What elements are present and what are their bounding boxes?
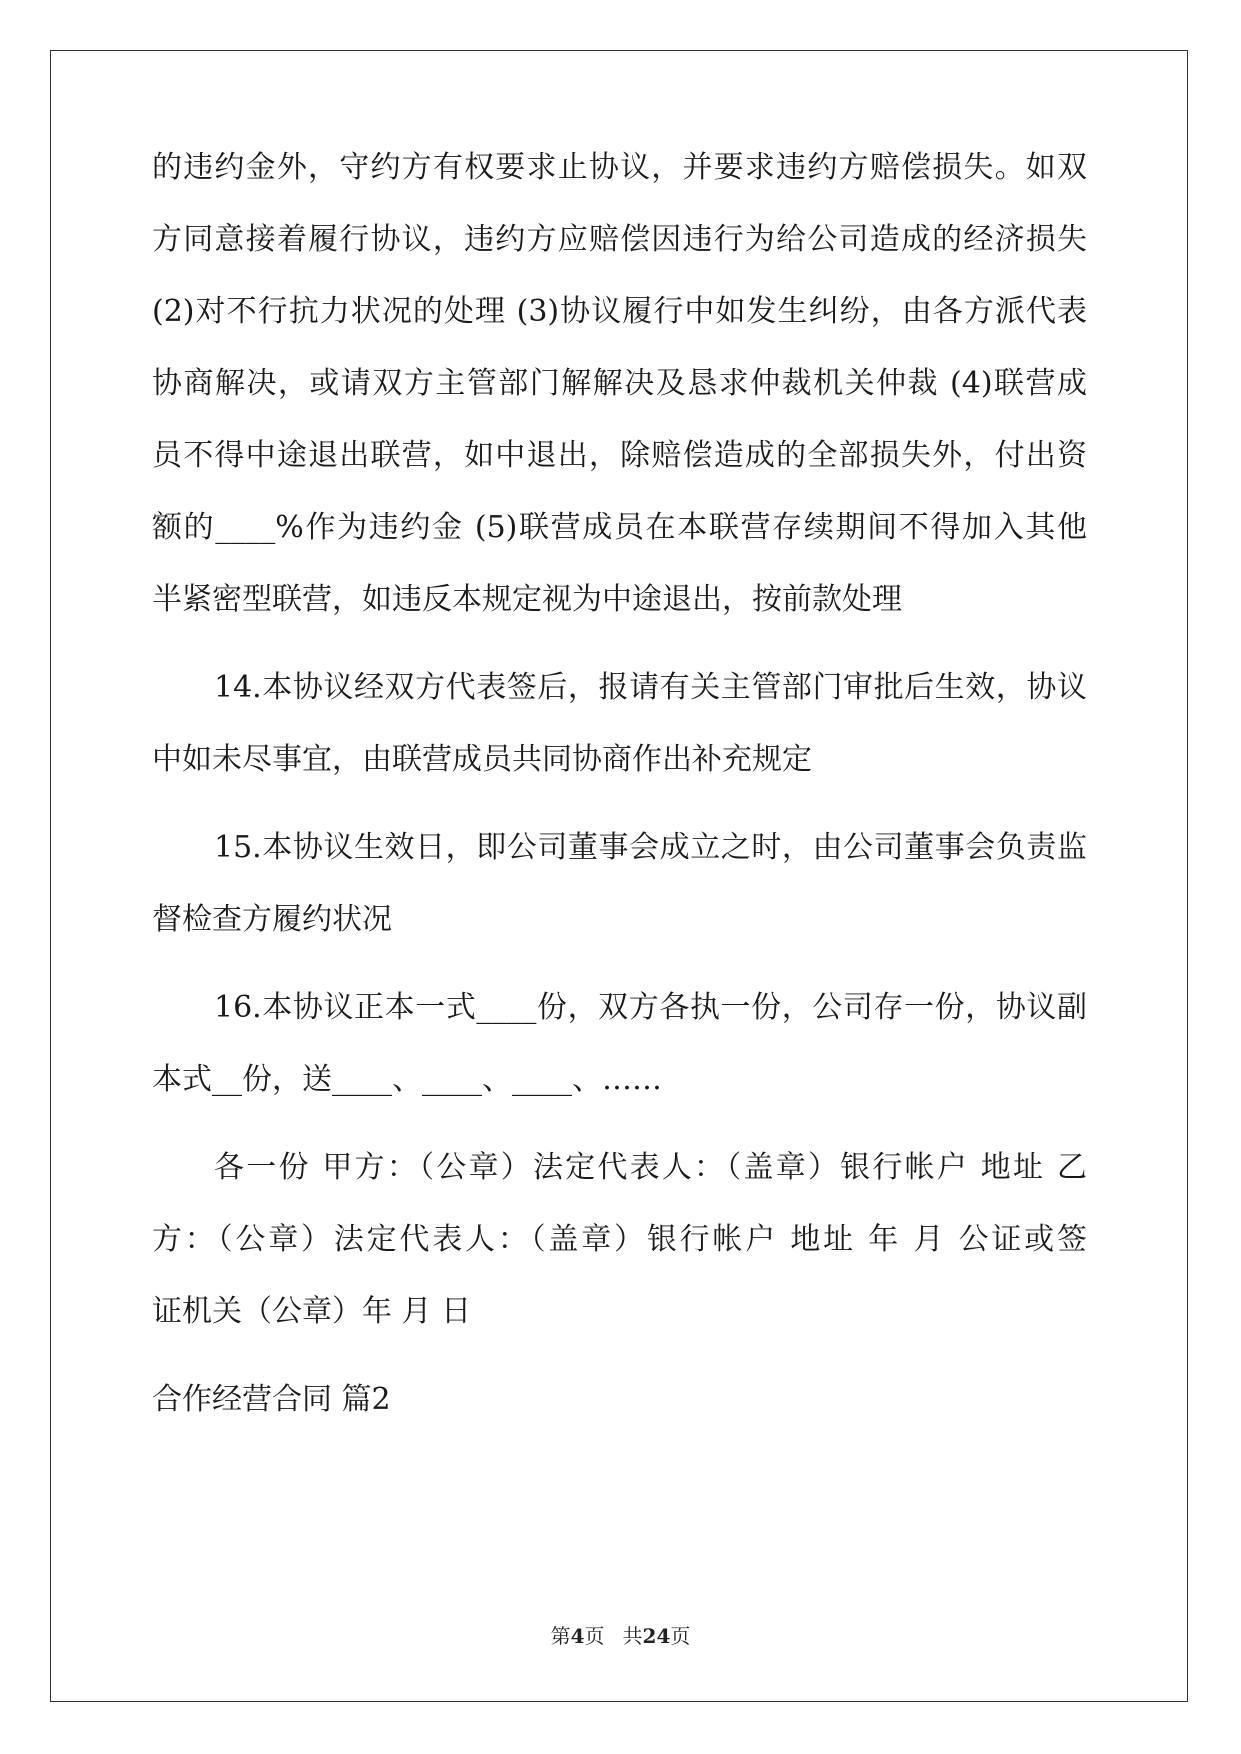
page-number: 4 <box>570 1624 585 1648</box>
total-pages: 24 <box>642 1624 671 1648</box>
page-footer <box>0 1623 1241 1649</box>
clause-14-line-2: 中如未尽事宜，由联营成员共同协商作出补充规定 <box>152 742 812 777</box>
text-line-5: 员不得中途退出联营，如中退出，除赔偿造成的全部损失外，付出资 <box>152 438 1087 473</box>
signature-line-1: 各一份 甲方：（公章）法定代表人：（盖章）银行帐户 地址 乙 <box>214 1150 1087 1185</box>
clause-16-line-2: 本式__份，送____、____、____、…… <box>152 1062 662 1097</box>
clause-15-line-2: 督检查方履约状况 <box>152 902 392 937</box>
clause-15-line-1: 15.本协议生效日，即公司董事会成立之时，由公司董事会负责监 <box>214 830 1087 865</box>
page-prefix: 第 <box>550 1624 571 1648</box>
total-suffix: 页 <box>670 1624 691 1648</box>
total-prefix: 共 <box>622 1624 643 1648</box>
clause-16-line-1: 16.本协议正本一式____份，双方各执一份，公司存一份，协议副 <box>214 990 1087 1025</box>
signature-line-2: 方：（公章）法定代表人：（盖章）银行帐户 地址 年 月 公证或签 <box>152 1222 1087 1257</box>
section-heading: 合作经营合同 篇2 <box>152 1382 391 1417</box>
text-line-1: 的违约金外，守约方有权要求止协议，并要求违约方赔偿损失。如双 <box>152 150 1087 185</box>
page-suffix: 页 <box>584 1624 605 1648</box>
text-line-4: 协商解决，或请双方主管部门解解决及恳求仲裁机关仲裁 (4)联营成 <box>152 366 1087 401</box>
text-line-6: 额的____%作为违约金 (5)联营成员在本联营存续期间不得加入其他 <box>152 510 1087 545</box>
signature-line-3: 证机关（公章）年 月 日 <box>152 1294 472 1329</box>
text-line-7: 半紧密型联营，如违反本规定视为中途退出，按前款处理 <box>152 582 902 617</box>
text-line-2: 方同意接着履行协议，违约方应赔偿因违行为给公司造成的经济损失 <box>152 222 1087 257</box>
clause-14-line-1: 14.本协议经双方代表签后，报请有关主管部门审批后生效，协议 <box>214 670 1087 705</box>
text-line-3: (2)对不行抗力状况的处理 (3)协议履行中如发生纠纷，由各方派代表 <box>152 294 1087 329</box>
